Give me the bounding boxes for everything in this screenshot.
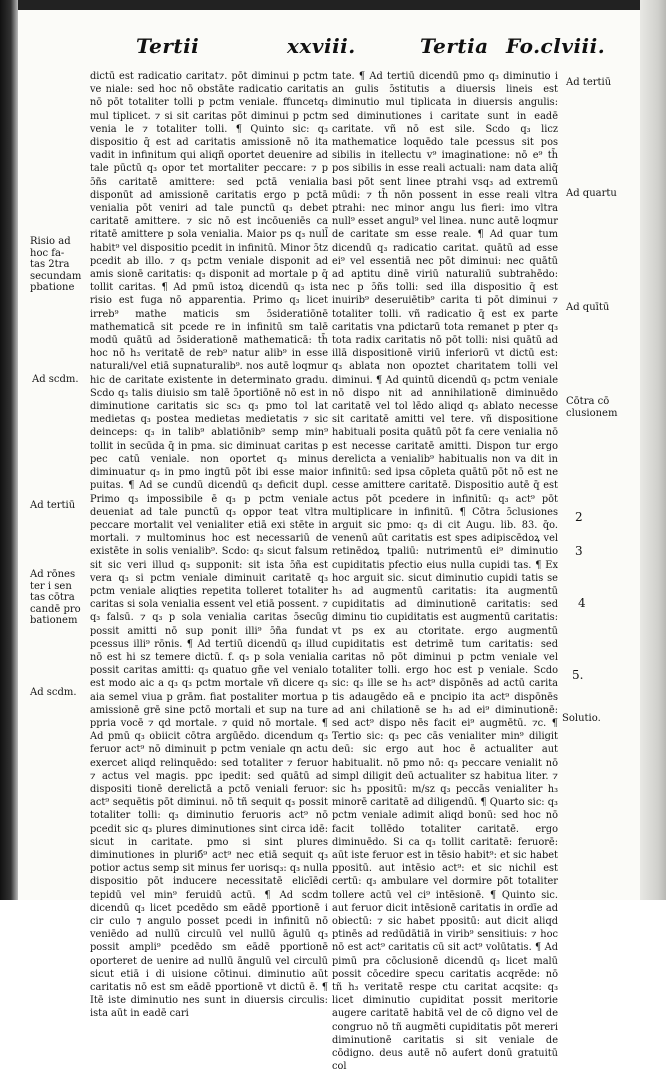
margin-number-4: 4 xyxy=(578,596,586,610)
margin-number-3: 3 xyxy=(575,544,583,558)
margin-note-ad-tertium-r: Ad tertiū xyxy=(566,77,612,88)
margin-note-solutio: Solutio. xyxy=(562,713,601,724)
running-head-right: Tertia xyxy=(420,34,489,58)
margin-note-ad-secundum: Ad scdm. xyxy=(32,374,79,385)
top-edge xyxy=(18,0,666,10)
margin-number-2: 2 xyxy=(575,510,583,524)
body-text-left: dictū est radicatio caritat⁊. pōt diminui p pctm ve niale: sed hoc nō obstāte radicatio caritatis nō pōt totaliter tolli p pctm veniale. ffuncetq₃ mul tiplicet. ⁊ si sit caritas pōt diminui p pctm venia le ⁊ totaliter tolli. ¶ Quinto sic: q₃ dispositio q̄ est ad caritatis amissionē nō ita vadit in infinitum qui aliqñ oportet deuenire ad tale pūctū q₃ opor tet mortaliter peccare: ⁊ p ɔ̄ñs caritatē amittere: sed pctā venialia disponūt ad amissionē caritatis ergo p pctā venialia pōt veniri ad tale punctū q₃ debet caritatē amittere. ⁊ sic nō est incōueniēs ca ritatē amittere p sola venialia. Maior ps q₃ null̄ habit⁹ vel dispositio pcedit in infinitū. Minor ɔ̄tz pcedit ab illo. ⁊ q₃ pctm veniale disponit ad amis sionē caritatis: q₃ disponit ad mortale p q̄ tollit caritas. ¶ Ad pmū istoꝝ dicendū q₃ ista risio est fuga nō apparentia. Primo q₃ licet irreb⁹ mathe maticis sm ɔ̄sideratiōnē mathematicā sit pcede re in infinitū sm talē modū quātū ad ɔ̄siderationē mathematicā: th̄ hoc nō h₃ veritatē de reb⁹ natur alib⁹ in esse naturali/vel etiā supnaturalib⁹. nos autē loqmur hic de caritate existente in determinato gradu. Scdo q₃ talis diuisio sm talē ɔ̄portiōnē nō est in diminutione caritatis sic sc₃ q₃ pmo tol lat medietas q₃ postea medietas medietatis ⁊ sic deinceps: q₃ in talib⁹ ablatiōnib⁹ semp min⁹ tollit in secūda q̄ in pma. sic diminuat caritas p pec catū veniale. non oportet q₃ minus diminuatur q₃ in pmo ingtū pōt ibi esse maior puitas. ¶ Ad se cundū dicendū q₃ deficit dupl. Primo q₃ impossibile ē q₃ p pctm veniale deueniat ad tale punctū q₃ oppor teat vltra peccare mortalit vel venialiter etiā exi stēte in mortali. ⁊ multominus hoc est necessariū de existēte in solis venialib⁹. Scdo: q₃ sicut falsum sit sic veri illud q₃ supponit: sit ista ɔ̄ña est vera q₃ si pctm veniale diminuit caritatē q₃ pctm veniale aliqties repetita tolleret totaliter caritas si sola venialia essent vel etiā possent. ⁊ q₃ falsū. ⁊ q₃ p sola venialia caritas ɔ̄secūg possit amitti nō sup ponit illi⁹ ɔ̄ña fundat pcessus illi⁹ rōnis. ¶ Ad tertiū dicendū q₃ illud nō est hi sz temere dictū. f. q₃ p sola venialia possit caritas amitti: q₃ quatuo gñe vel venialo est modo aic a q₃ q₃ pctm mortale vñ dicere q₃ aia semel viua p grām. fiat postaliter mortua p amissionē grē sine pctō mortali et sup na ture ppria vocē ⁊ qd mortale. ⁊ quid nō mortale. ¶ Ad pmū q₃ obiicit cōtra argūēdo. dicendum q₃ feruor act⁹ nō diminuit p pctm veniale qn actu exercet aliqd relinquēdo: sed totaliter ⁊ feruor ⁊ actus vel magis. ppc ipedit: sed quātū ad dispositi tionē derelictā a pctō veniali feruor: act⁹ sequētis pōt diminui. nō tñ sequit q₃ possit totaliter tolli: q₃ diminutio feruoris act⁹ nō pcedit sic q₃ plures diminutiones sint circa idē: sicut in caritate. pmo si sint plures diminutiones in pluriб⁹ act⁹ nec etiā sequit q₃ potior actus semp sit minus fer uorisq₃: q₃ nulla dispositio pōt inducere necessitatē elicīēdi tepidū vel min⁹ feruidū actū. ¶ Ad scdm dicendū q₃ licet pcedēdo sm eādē pportionē i cir culo ⁊ angulo posset pcedi in infinitū nō veniēdo ad nullū circulū vel nullū āgulū q₃ possit ampli⁹ pcedēdo sm eādē pportionē oporteret de uenire ad nullū āngulū vel circulū sicut etiā i di uisione cōtinui. diminutio aūt caritatis nō est sm eādē pportionē vt dictū ē. ¶ Itē iste diminutio nes sunt in diuersis circulis: ista aūt in eadē cari xyxy=(90,71,328,1020)
margin-note-ad-rationes: Ad rōnes ter i sen tas cōtra candē pro bationem xyxy=(30,569,81,626)
body-text-right: tate. ¶ Ad tertiū dicendū pmo q₃ diminutio i an gulis ɔ̄stitutis a diuersis lineis est diminutio mul tiplicata in diuersis angulis: sed diminutiones i caritate sunt in eadē caritate. vñ nō est sile. Scdo q₃ licz mathematice loquēdo tale pcessus sit pos sibilis in itellectu v⁹ imaginatione: nō e⁹ th̄ pos sibilis in esse reali actuali: nam data aliq̄ basi pōt sent linee ptrahi vsq₃ ad extremū mūdi: ⁊ th̄ nōn possent in esse reali vltra ptrahi: nec minor angu lus fieri: imo vltra null⁹ esset angul⁹ vel linea. nunc autē loqmur de caritate sm esse reale. ¶ Ad quar tum dicendū q₃ radicatio caritat. quātū ad esse ei⁹ vel essentiā nec pōt diminui: nec quātū ad aptitu dinē viriū naturaliū subtrahēdo: nec p ɔ̄ñs tolli: sed illa dispositio q̄ est inuirib⁹ deseruiētib⁹ carita ti pōt diminui ⁊ totaliter tolli. vñ radicatio q̄ est ex parte caritatis vna pdictarū tota remanet p pter q₃ tota radix caritatis nō pōt tolli: nisi quātū ad illā dispositionē viriū inferiorū vt dictū est: q₃ ablata non opoztet charitatem tolli vel diminui. ¶ Ad quintū dicendū q₃ pctm veniale nō dispo nit ad annihilationē diminuēdo caritatē vel tol lēdo aliqd q₃ ablato necesse sit caritatē amitti vel tere. vñ dispositione habituali posita quātū pōt fa cere venialia nō est necesse caritatē amitti. Dispon tur ergo derelicta a venialib⁹ habitualis non va dit in infinitū: sed ipsa cōpleta quātū pōt nō est ne cesse amittere caritatē. Dispositio autē q̄ est actus pōt pcedere in infinitū: q₃ act⁹ pōt multiplicare in infinitū. ¶ Cōtra ɔ̄clusiones arguit sic pmo: q₃ di cit Augu. lib. 83. q̄o. venenū aūt caritatis est spes adipiscēdoꝝ vel retinēdoꝝ tpaliū: nutrimentū ei⁹ diminutio cupiditatis pfectio eius nulla cupidi tas. ¶ Ex hoc arguit sic. sicut diminutio cupidi tatis se h₃ ad augmentū caritatis: ita augmentū cupiditatis ad diminutionē caritatis: sed diminu tio cupiditatis est augmentū caritatis: vt ps ex au ctoritate. ergo augmentū cupiditatis est detrimē tum caritatis: sed caritas nō pōt diminui p pctm veniale vel totaliter tolli. ergo hoc est p veniale. Scdo sic: q₃ ille se h₃ act⁹ dispōnēs ad actū carita tis adaugēdo eā e pncipio ita act⁹ dispōnēs ad ani chilationē se h₃ ad ei⁹ diminutionē: sed act⁹ dispo nēs facit ei⁹ augmētū. ⁊c. ¶ Tertio sic: q₃ pec cās venialiter min⁹ diligit deū: sic ergo aut hoc ē actualiter aut habitualit. nō pmo nō: q₃ peccare venialit nō simpl diligit deū actualiter sz habitua liter. ⁊ sic h₃ ppositū: m/sz q₃ peccās venialiter h₃ minorē caritatē ad diligendū. ¶ Quarto sic: q₃ pctm veniale adimit aliqd bonū: sed hoc nō facit tollēdo totaliter caritatē. ergo diminuēdo. Si ca q₃ tollit caritatē: feruorē: aūt iste feruor est in tēsio habit⁹: et sic habet ppositū. aut intēsio act⁹: et sic nichil est certū: q₃ ambulare vel dormire pōt totaliter tollere actū vel ci⁹ intēsionē. ¶ Quinto sic. aut feruor dicit intēsionē caritatis in ordīe ad obiectū: ⁊ sic habet ppositū: aut dicit aliqd ptinēs ad redūdātiā in virib⁹ sensitiuis: ⁊ hoc nō est act⁹ caritatis cū sit act⁹ volūtatis. ¶ Ad pimū pra cōclusionē dicendū q₃ licet malū possit cōcedire specu caritatis acqrēde: nō tñ h₃ veritatē respe ctu caritat acqsite: q₃ licet diminutio cupiditat possit meritorie augere caritatē habitā vel de cō digno vel de congruo nō tñ augmēti cupiditatis pōt mereri diminutionē caritatis si sit veniale de cōdigno. deus autē nō aufert donū gratuitū col xyxy=(332,71,558,1073)
margin-note-risio: Risio ad hoc fa- tas 2tra secundam pbatione xyxy=(30,236,82,293)
margin-note-ad-tertium: Ad tertiū xyxy=(30,500,76,511)
margin-note-ad-quartum: Ad quartu xyxy=(566,188,617,199)
page-edge xyxy=(640,0,666,900)
margin-note-contra-conclusionem: Cōtra cō clusionem xyxy=(566,396,618,419)
folio-right: Fo.clviii. xyxy=(506,34,606,58)
text-column-left xyxy=(90,70,328,1020)
margin-note-ad-quintum: Ad quītū xyxy=(566,302,610,313)
folio-left: xxviii. xyxy=(287,34,356,58)
margin-number-5: 5. xyxy=(572,668,584,682)
book-binding xyxy=(0,0,18,900)
margin-note-ad-secundum-2: Ad scdm. xyxy=(30,687,77,698)
text-column-right xyxy=(332,70,558,1073)
running-head-left: Tertii xyxy=(136,34,200,58)
